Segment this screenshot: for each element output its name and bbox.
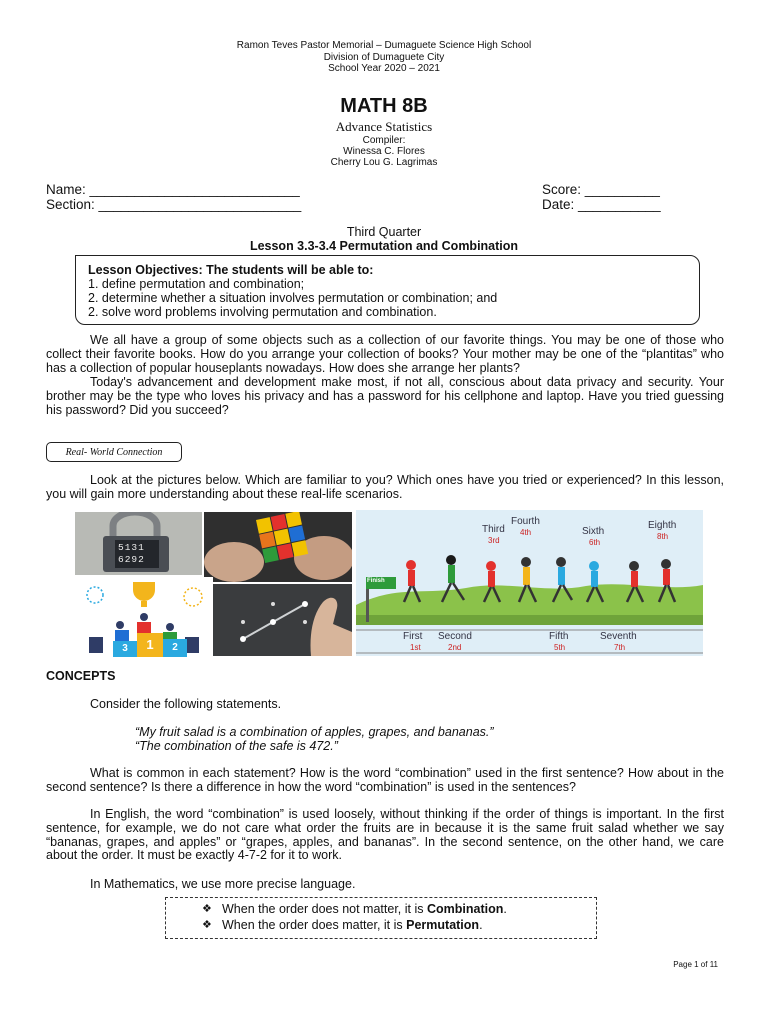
podium-step: 2 <box>163 639 187 657</box>
race-ordinal: 5th <box>554 643 566 652</box>
page-title: MATH 8B <box>340 95 428 117</box>
podium-image <box>75 577 213 659</box>
compiler-name: Winessa C. Flores <box>343 146 425 157</box>
race-ordinal: 2nd <box>448 643 462 652</box>
date-field: Date: ___________ <box>542 197 661 212</box>
concepts-heading: CONCEPTS <box>46 669 116 683</box>
compiler-name: Cherry Lou G. Lagrimas <box>330 157 438 168</box>
lock-digit: 1 <box>138 542 145 553</box>
podium-step: 1 <box>137 633 163 657</box>
look-paragraph: Look at the pictures below. Which are familiar to you? Which ones have you tried or experienced? In this lesson, you will gain more understanding about these real-life scenarios. <box>46 473 724 501</box>
lock-digit: 3 <box>131 542 139 553</box>
race-ordinal: 1st <box>410 643 421 652</box>
race-ordinal: 8th <box>657 532 669 541</box>
intro-paragraph: We all have a group of some objects such as a collection of our favorite things. You may be one of those who collect their favorite books. How do you arrange your collection of books? Your mother may be one of the “plantitas” who has a collection of popular houseplants nowadays. How does she arrange her plants? <box>46 333 724 375</box>
lock-digit: 5 <box>118 542 125 553</box>
concepts-paragraph: In Mathematics, we use more precise language. <box>90 877 356 891</box>
page-subtitle: Advance Statistics <box>335 119 433 134</box>
race-ordinal: 4th <box>520 528 532 537</box>
lock-digit: 1 <box>124 542 132 553</box>
race-label: Eighth <box>648 520 677 531</box>
section-field: Section: ___________________________ <box>46 197 302 212</box>
race-image <box>356 510 703 656</box>
intro-paragraph: Today's advancement and development make most, if not all, conscious about data privacy and security. Your brother may be the type who loves his privacy and has a password for his cellphone and laptop. Have you tried guessing his password? Did you succeed? <box>46 375 724 417</box>
definition-item: ❖ When the order does matter, it is Permutation . <box>202 917 483 932</box>
concepts-paragraph: What is common in each statement? How is the word “combination” used in the first sentence? How about in the second sentence? Is there a difference in how the word “combination” is used in the sentences? <box>46 766 724 794</box>
compiler-label: Compiler: <box>362 135 406 146</box>
race-label: First <box>403 631 423 642</box>
lock-digit: 2 <box>124 554 132 565</box>
consider-text: Consider the following statements. <box>90 697 282 711</box>
objective-item: 2. determine whether a situation involves permutation or combination; and <box>88 291 498 305</box>
school-name: Ramon Teves Pastor Memorial – Dumaguete Science High School <box>236 40 532 51</box>
page-number: Page 1 of 11 <box>673 960 718 969</box>
pattern-lock-image <box>213 584 352 656</box>
definition-box <box>165 897 597 939</box>
lock-digit: 6 <box>118 554 125 565</box>
lesson-title: Lesson 3.3-3.4 Permutation and Combination <box>249 239 519 253</box>
diamond-bullet-icon: ❖ <box>202 903 212 915</box>
concepts-paragraph: In English, the word “combination” is used loosely, without thinking if the order of things is important. In the first sentence, for example, we do not care what order the fruits are in because it is the same fruit salad whether we say “bananas, grapes, and apples” or “grapes, apples, and bananas”. In the second sentence, on the other hand, we care about the order. It must be exactly 4-7-2 for it to work. <box>46 807 724 863</box>
race-ordinal: 3rd <box>488 536 500 545</box>
race-ordinal: 6th <box>589 538 601 547</box>
race-label: Second <box>438 631 472 642</box>
lock-digit: 9 <box>131 554 139 565</box>
podium-step: 3 <box>113 641 137 657</box>
race-label: Fifth <box>549 631 569 642</box>
definition-item: ❖ When the order does not matter, it is Combination . <box>202 902 507 916</box>
race-label: Seventh <box>600 631 637 642</box>
rubiks-cube-image <box>204 512 352 582</box>
objectives-box <box>75 255 700 325</box>
race-label: Sixth <box>582 526 605 537</box>
real-world-connection-label: Real- World Connection <box>46 442 182 462</box>
school-year: School Year 2020 – 2021 <box>328 63 440 74</box>
finish-sign: Finish <box>367 578 385 584</box>
score-field: Score: __________ <box>542 182 660 197</box>
objective-item: 2. solve word problems involving permutation and combination. <box>88 305 437 319</box>
race-label: Fourth <box>511 516 540 527</box>
diamond-bullet-icon: ❖ <box>202 918 212 931</box>
quarter: Third Quarter <box>346 225 422 239</box>
padlock-image <box>75 512 202 575</box>
race-ordinal: 7th <box>614 643 626 652</box>
objectives-heading: Lesson Objectives: The students will be able to: <box>88 263 374 277</box>
name-field: Name: ____________________________ <box>46 182 300 197</box>
quote: “My fruit salad is a combination of apples, grapes, and bananas.” <box>135 725 494 739</box>
lock-digit: 2 <box>138 554 145 565</box>
division: Division of Dumaguete City <box>323 52 445 63</box>
objective-item: 1. define permutation and combination; <box>88 277 305 291</box>
quote: “The combination of the safe is 472.” <box>135 739 338 753</box>
race-label: Third <box>482 524 505 535</box>
